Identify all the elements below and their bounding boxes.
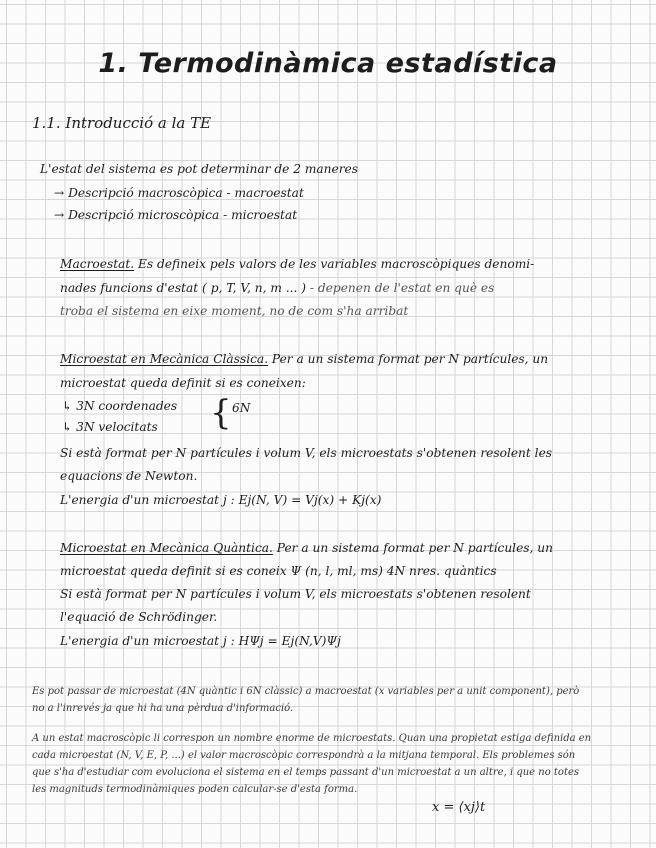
macro-text-2b: - depenen de l'estat en què es: [306, 281, 495, 295]
section-heading: 1.1. Introducció a la TE: [32, 114, 212, 132]
note1-line-2: no a l'inrevés ja que hi ha una pèrdua d'informació.: [32, 703, 294, 714]
macro-line-1: [60, 257, 534, 271]
classic-total: 6N: [232, 401, 251, 415]
brace-symbol: {: [210, 393, 232, 433]
note2-line-2: cada microestat (N, V, E, P, ...) el valor macroscòpic correspondrà a la mitjana temporal. Els problemes són: [32, 750, 576, 761]
quantum-line-2: microestat queda definit si es coneix Ψ (n, l, ml, ms) 4N nres. quàntics: [60, 564, 497, 578]
macro-line-2: [60, 281, 494, 295]
page-title: 1. Termodinàmica estadística: [98, 48, 558, 79]
quantum-term: Microestat en Mecànica Quàntica.: [60, 541, 273, 555]
note1-line-1: Es pot passar de microestat (4N quàntic i 6N clàssic) a macroestat (x variables per a unit component), però: [32, 686, 580, 697]
note2-line-3: que s'ha d'estudiar com evoluciona el sistema en el temps passant d'un microestat a un altre, i que no totes: [32, 767, 580, 778]
quantum-line-1: [60, 541, 553, 555]
macro-line-3: troba el sistema en eixe moment, no de com s'ha arribat: [60, 304, 409, 318]
classic-text-1: Per a un sistema format per N partícules, un: [268, 352, 549, 366]
classic-line-2: microestat queda definit si es coneixen:: [60, 376, 306, 390]
classic-energy: L'energia d'un microestat j : Ej(N, V) = Vj(x) + Kj(x): [60, 493, 382, 507]
classic-velocities: ↳ 3N velocitats: [62, 420, 158, 434]
quantum-text-1: Per a un sistema format per N partícules, un: [272, 541, 553, 555]
classic-coordinates: ↳ 3N coordenades: [62, 399, 178, 413]
intro-line: L'estat del sistema es pot determinar de 2 maneres: [40, 162, 359, 176]
note2-line-4: les magnituds termodinàmiques poden calcular-se d'esta forma.: [32, 784, 358, 795]
classic-line-3: Si està format per N partícules i volum V, els microestats s'obtenen resolent les: [60, 446, 553, 460]
quantum-line-3: Si està format per N partícules i volum V, els microestats s'obtenen resolent: [60, 587, 531, 601]
classic-line-4: equacions de Newton.: [60, 469, 198, 483]
note2-line-1: A un estat macroscòpic li correspon un nombre enorme de microestats. Quan una propietat estiga definida en: [32, 733, 592, 744]
average-formula: x = ⟨xj⟩t: [432, 800, 486, 815]
macro-text-1: Es defineix pels valors de les variables macroscòpiques denomi-: [134, 257, 535, 271]
intro-item-macro: → Descripció macroscòpica - macroestat: [54, 186, 304, 200]
classic-line-1: [60, 352, 548, 366]
macro-text-2a: nades funcions d'estat ( p, T, V, n, m ... ): [60, 281, 307, 295]
macro-term: Macroestat.: [60, 257, 135, 271]
intro-item-micro: → Descripció microscòpica - microestat: [54, 208, 298, 222]
classic-term: Microestat en Mecànica Clàssica.: [60, 352, 269, 366]
quantum-energy: L'energia d'un microestat j : HΨj = Ej(N,V)Ψj: [60, 634, 341, 648]
quantum-line-4: l'equació de Schrödinger.: [60, 610, 218, 624]
